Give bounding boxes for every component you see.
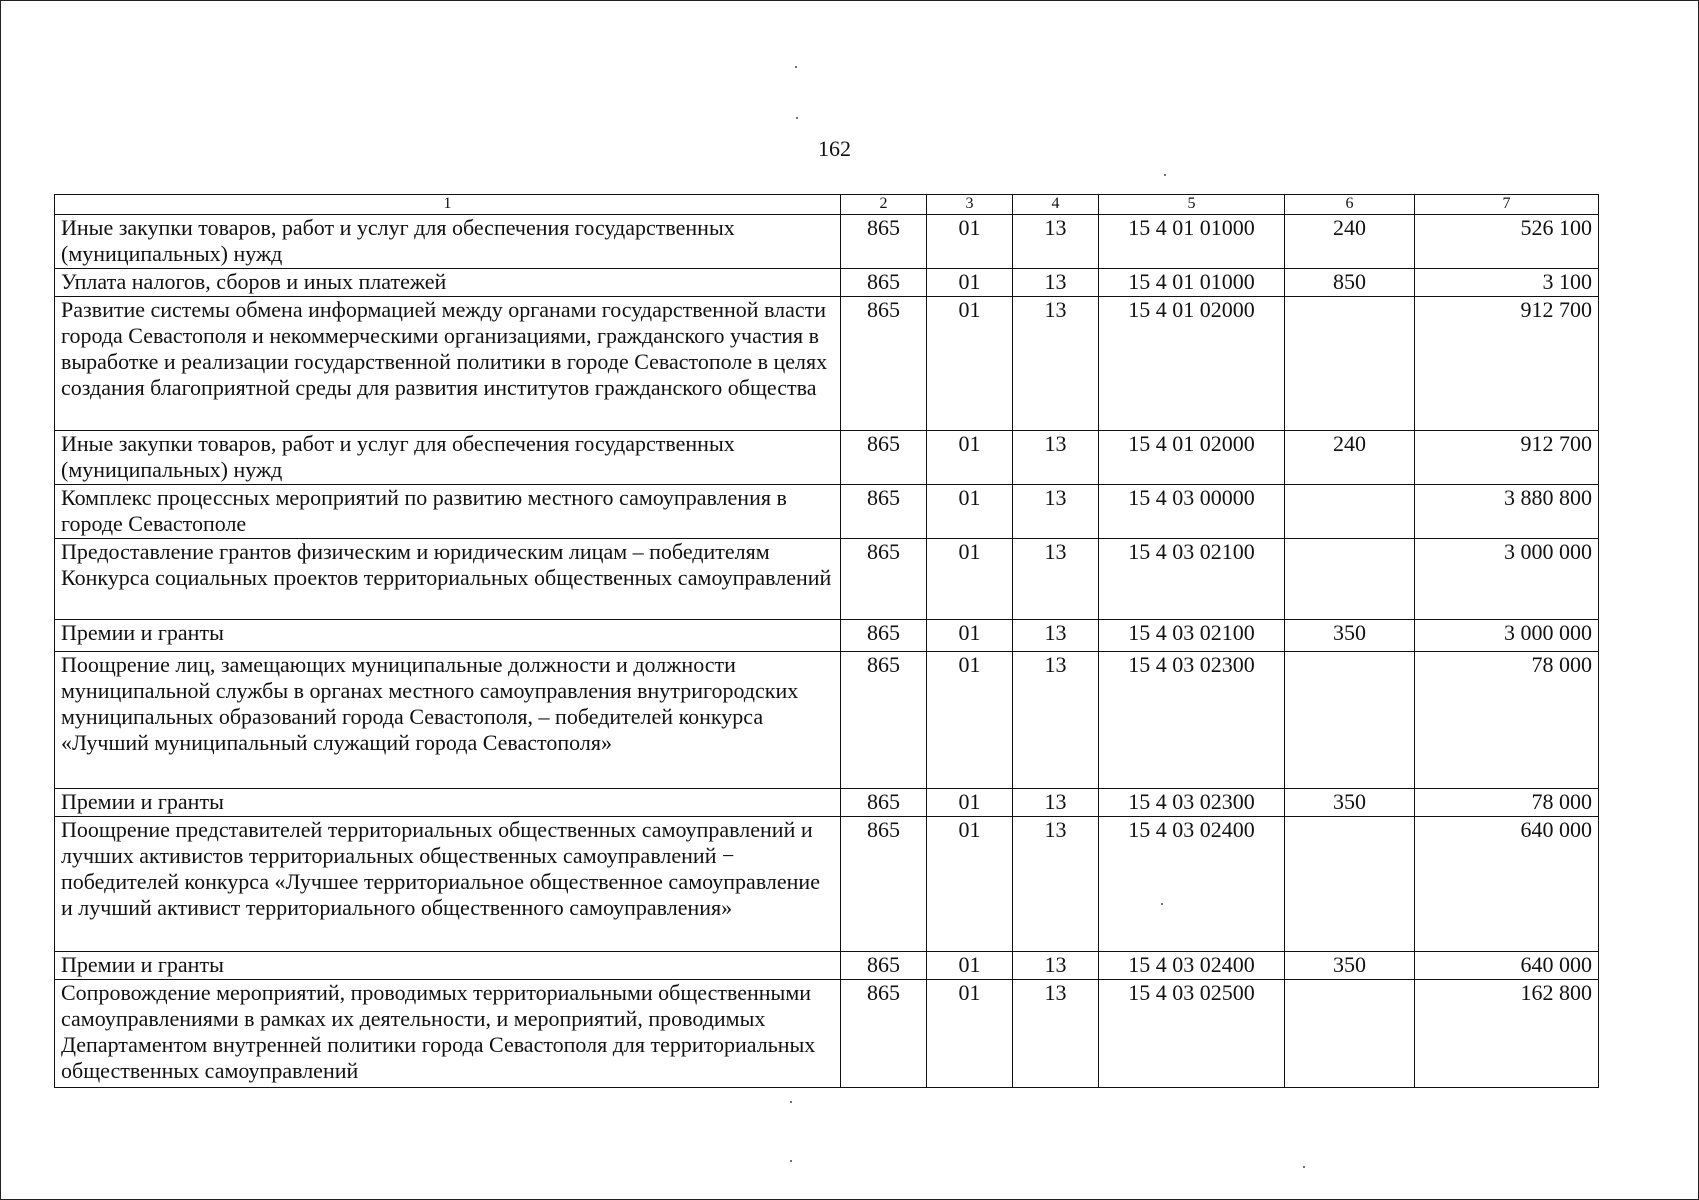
table-row xyxy=(55,620,1599,652)
subsection-code: 13 xyxy=(1013,485,1099,539)
amount: 640 000 xyxy=(1415,817,1599,952)
row-name: Премии и гранты xyxy=(55,620,841,652)
table-row xyxy=(55,817,1599,952)
section-code: 01 xyxy=(927,789,1013,817)
expense-type-code xyxy=(1285,652,1415,789)
section-code: 01 xyxy=(927,652,1013,789)
expense-type-code: 350 xyxy=(1285,789,1415,817)
section-code: 01 xyxy=(927,485,1013,539)
column-number: 2 xyxy=(841,195,927,215)
table-row xyxy=(55,652,1599,789)
scan-speck xyxy=(796,117,798,119)
expense-type-code: 240 xyxy=(1285,431,1415,485)
target-article-code: 15 4 03 02300 xyxy=(1099,789,1285,817)
amount: 3 880 800 xyxy=(1415,485,1599,539)
target-article-code: 15 4 01 01000 xyxy=(1099,269,1285,297)
row-name: Уплата налогов, сборов и иных платежей xyxy=(55,269,841,297)
ministry-code: 865 xyxy=(841,269,927,297)
section-code: 01 xyxy=(927,980,1013,1088)
section-code: 01 xyxy=(927,269,1013,297)
ministry-code: 865 xyxy=(841,652,927,789)
row-name: Сопровождение мероприятий, проводимых территориальными общественными самоуправлениями в рамках их деятельности, и мероприятий, проводимых Департаментом внутренней политики города Севастополя для территориальных общественных самоуправлений xyxy=(55,980,841,1088)
scan-speck xyxy=(1164,174,1166,176)
column-number: 1 xyxy=(55,195,841,215)
expense-type-code: 350 xyxy=(1285,620,1415,652)
scan-speck xyxy=(1161,903,1163,905)
amount: 912 700 xyxy=(1415,431,1599,485)
target-article-code: 15 4 03 02100 xyxy=(1099,539,1285,620)
scan-speck xyxy=(1303,1166,1305,1168)
table-row xyxy=(55,789,1599,817)
amount: 912 700 xyxy=(1415,297,1599,431)
expense-type-code xyxy=(1285,485,1415,539)
target-article-code: 15 4 03 00000 xyxy=(1099,485,1285,539)
column-number: 5 xyxy=(1099,195,1285,215)
amount: 78 000 xyxy=(1415,789,1599,817)
column-number-row xyxy=(55,195,1599,215)
table-row xyxy=(55,215,1599,269)
target-article-code: 15 4 03 02500 xyxy=(1099,980,1285,1088)
section-code: 01 xyxy=(927,215,1013,269)
ministry-code: 865 xyxy=(841,620,927,652)
row-name: Поощрение представителей территориальных общественных самоуправлений и лучших активистов территориальных общественных самоуправлений − победителей конкурса «Лучшее территориальное общественное самоуправление и лучший активист территориального общественного самоуправления» xyxy=(55,817,841,952)
expense-type-code xyxy=(1285,539,1415,620)
expense-type-code: 850 xyxy=(1285,269,1415,297)
page-number: 162 xyxy=(818,136,851,161)
subsection-code: 13 xyxy=(1013,980,1099,1088)
ministry-code: 865 xyxy=(841,297,927,431)
section-code: 01 xyxy=(927,952,1013,980)
amount: 3 000 000 xyxy=(1415,620,1599,652)
section-code: 01 xyxy=(927,817,1013,952)
expense-type-code xyxy=(1285,297,1415,431)
table-row xyxy=(55,485,1599,539)
target-article-code: 15 4 01 02000 xyxy=(1099,297,1285,431)
column-number: 3 xyxy=(927,195,1013,215)
ministry-code: 865 xyxy=(841,539,927,620)
table-row xyxy=(55,431,1599,485)
target-article-code: 15 4 03 02400 xyxy=(1099,952,1285,980)
target-article-code: 15 4 01 01000 xyxy=(1099,215,1285,269)
subsection-code: 13 xyxy=(1013,620,1099,652)
ministry-code: 865 xyxy=(841,215,927,269)
section-code: 01 xyxy=(927,431,1013,485)
subsection-code: 13 xyxy=(1013,269,1099,297)
amount: 3 000 000 xyxy=(1415,539,1599,620)
subsection-code: 13 xyxy=(1013,789,1099,817)
target-article-code: 15 4 03 02100 xyxy=(1099,620,1285,652)
table-row xyxy=(55,539,1599,620)
amount: 526 100 xyxy=(1415,215,1599,269)
expense-type-code xyxy=(1285,980,1415,1088)
column-number: 6 xyxy=(1285,195,1415,215)
row-name: Иные закупки товаров, работ и услуг для обеспечения государственных (муниципальных) нужд xyxy=(55,215,841,269)
subsection-code: 13 xyxy=(1013,652,1099,789)
amount: 640 000 xyxy=(1415,952,1599,980)
target-article-code: 15 4 03 02300 xyxy=(1099,652,1285,789)
ministry-code: 865 xyxy=(841,817,927,952)
subsection-code: 13 xyxy=(1013,215,1099,269)
ministry-code: 865 xyxy=(841,980,927,1088)
section-code: 01 xyxy=(927,297,1013,431)
row-name: Иные закупки товаров, работ и услуг для обеспечения государственных (муниципальных) нужд xyxy=(55,431,841,485)
subsection-code: 13 xyxy=(1013,952,1099,980)
subsection-code: 13 xyxy=(1013,431,1099,485)
subsection-code: 13 xyxy=(1013,817,1099,952)
budget-table xyxy=(54,194,1599,1088)
section-code: 01 xyxy=(927,620,1013,652)
row-name: Премии и гранты xyxy=(55,952,841,980)
target-article-code: 15 4 01 02000 xyxy=(1099,431,1285,485)
scan-speck xyxy=(790,1101,792,1103)
column-number: 4 xyxy=(1013,195,1099,215)
ministry-code: 865 xyxy=(841,952,927,980)
ministry-code: 865 xyxy=(841,431,927,485)
row-name: Развитие системы обмена информацией между органами государственной власти города Севастополя и некоммерческими организациями, гражданского участия в выработке и реализации государственной политики в городе Севастополе в целях создания благоприятной среды для развития институтов гражданского общества xyxy=(55,297,841,431)
amount: 78 000 xyxy=(1415,652,1599,789)
amount: 3 100 xyxy=(1415,269,1599,297)
row-name: Поощрение лиц, замещающих муниципальные должности и должности муниципальной службы в органах местного самоуправления внутригородских муниципальных образований города Севастополя, – победителей конкурса «Лучший муниципальный служащий города Севастополя» xyxy=(55,652,841,789)
section-code: 01 xyxy=(927,539,1013,620)
subsection-code: 13 xyxy=(1013,539,1099,620)
target-article-code: 15 4 03 02400 xyxy=(1099,817,1285,952)
scan-speck xyxy=(795,66,797,68)
expense-type-code: 240 xyxy=(1285,215,1415,269)
scan-speck xyxy=(790,1160,792,1162)
table-row xyxy=(55,297,1599,431)
row-name: Предоставление грантов физическим и юридическим лицам – победителям Конкурса социальных проектов территориальных общественных самоуправлений xyxy=(55,539,841,620)
expense-type-code: 350 xyxy=(1285,952,1415,980)
ministry-code: 865 xyxy=(841,789,927,817)
ministry-code: 865 xyxy=(841,485,927,539)
table-row xyxy=(55,269,1599,297)
amount: 162 800 xyxy=(1415,980,1599,1088)
table-row xyxy=(55,980,1599,1088)
table-row xyxy=(55,952,1599,980)
row-name: Премии и гранты xyxy=(55,789,841,817)
column-number: 7 xyxy=(1415,195,1599,215)
expense-type-code xyxy=(1285,817,1415,952)
row-name: Комплекс процессных мероприятий по развитию местного самоуправления в городе Севастополе xyxy=(55,485,841,539)
subsection-code: 13 xyxy=(1013,297,1099,431)
